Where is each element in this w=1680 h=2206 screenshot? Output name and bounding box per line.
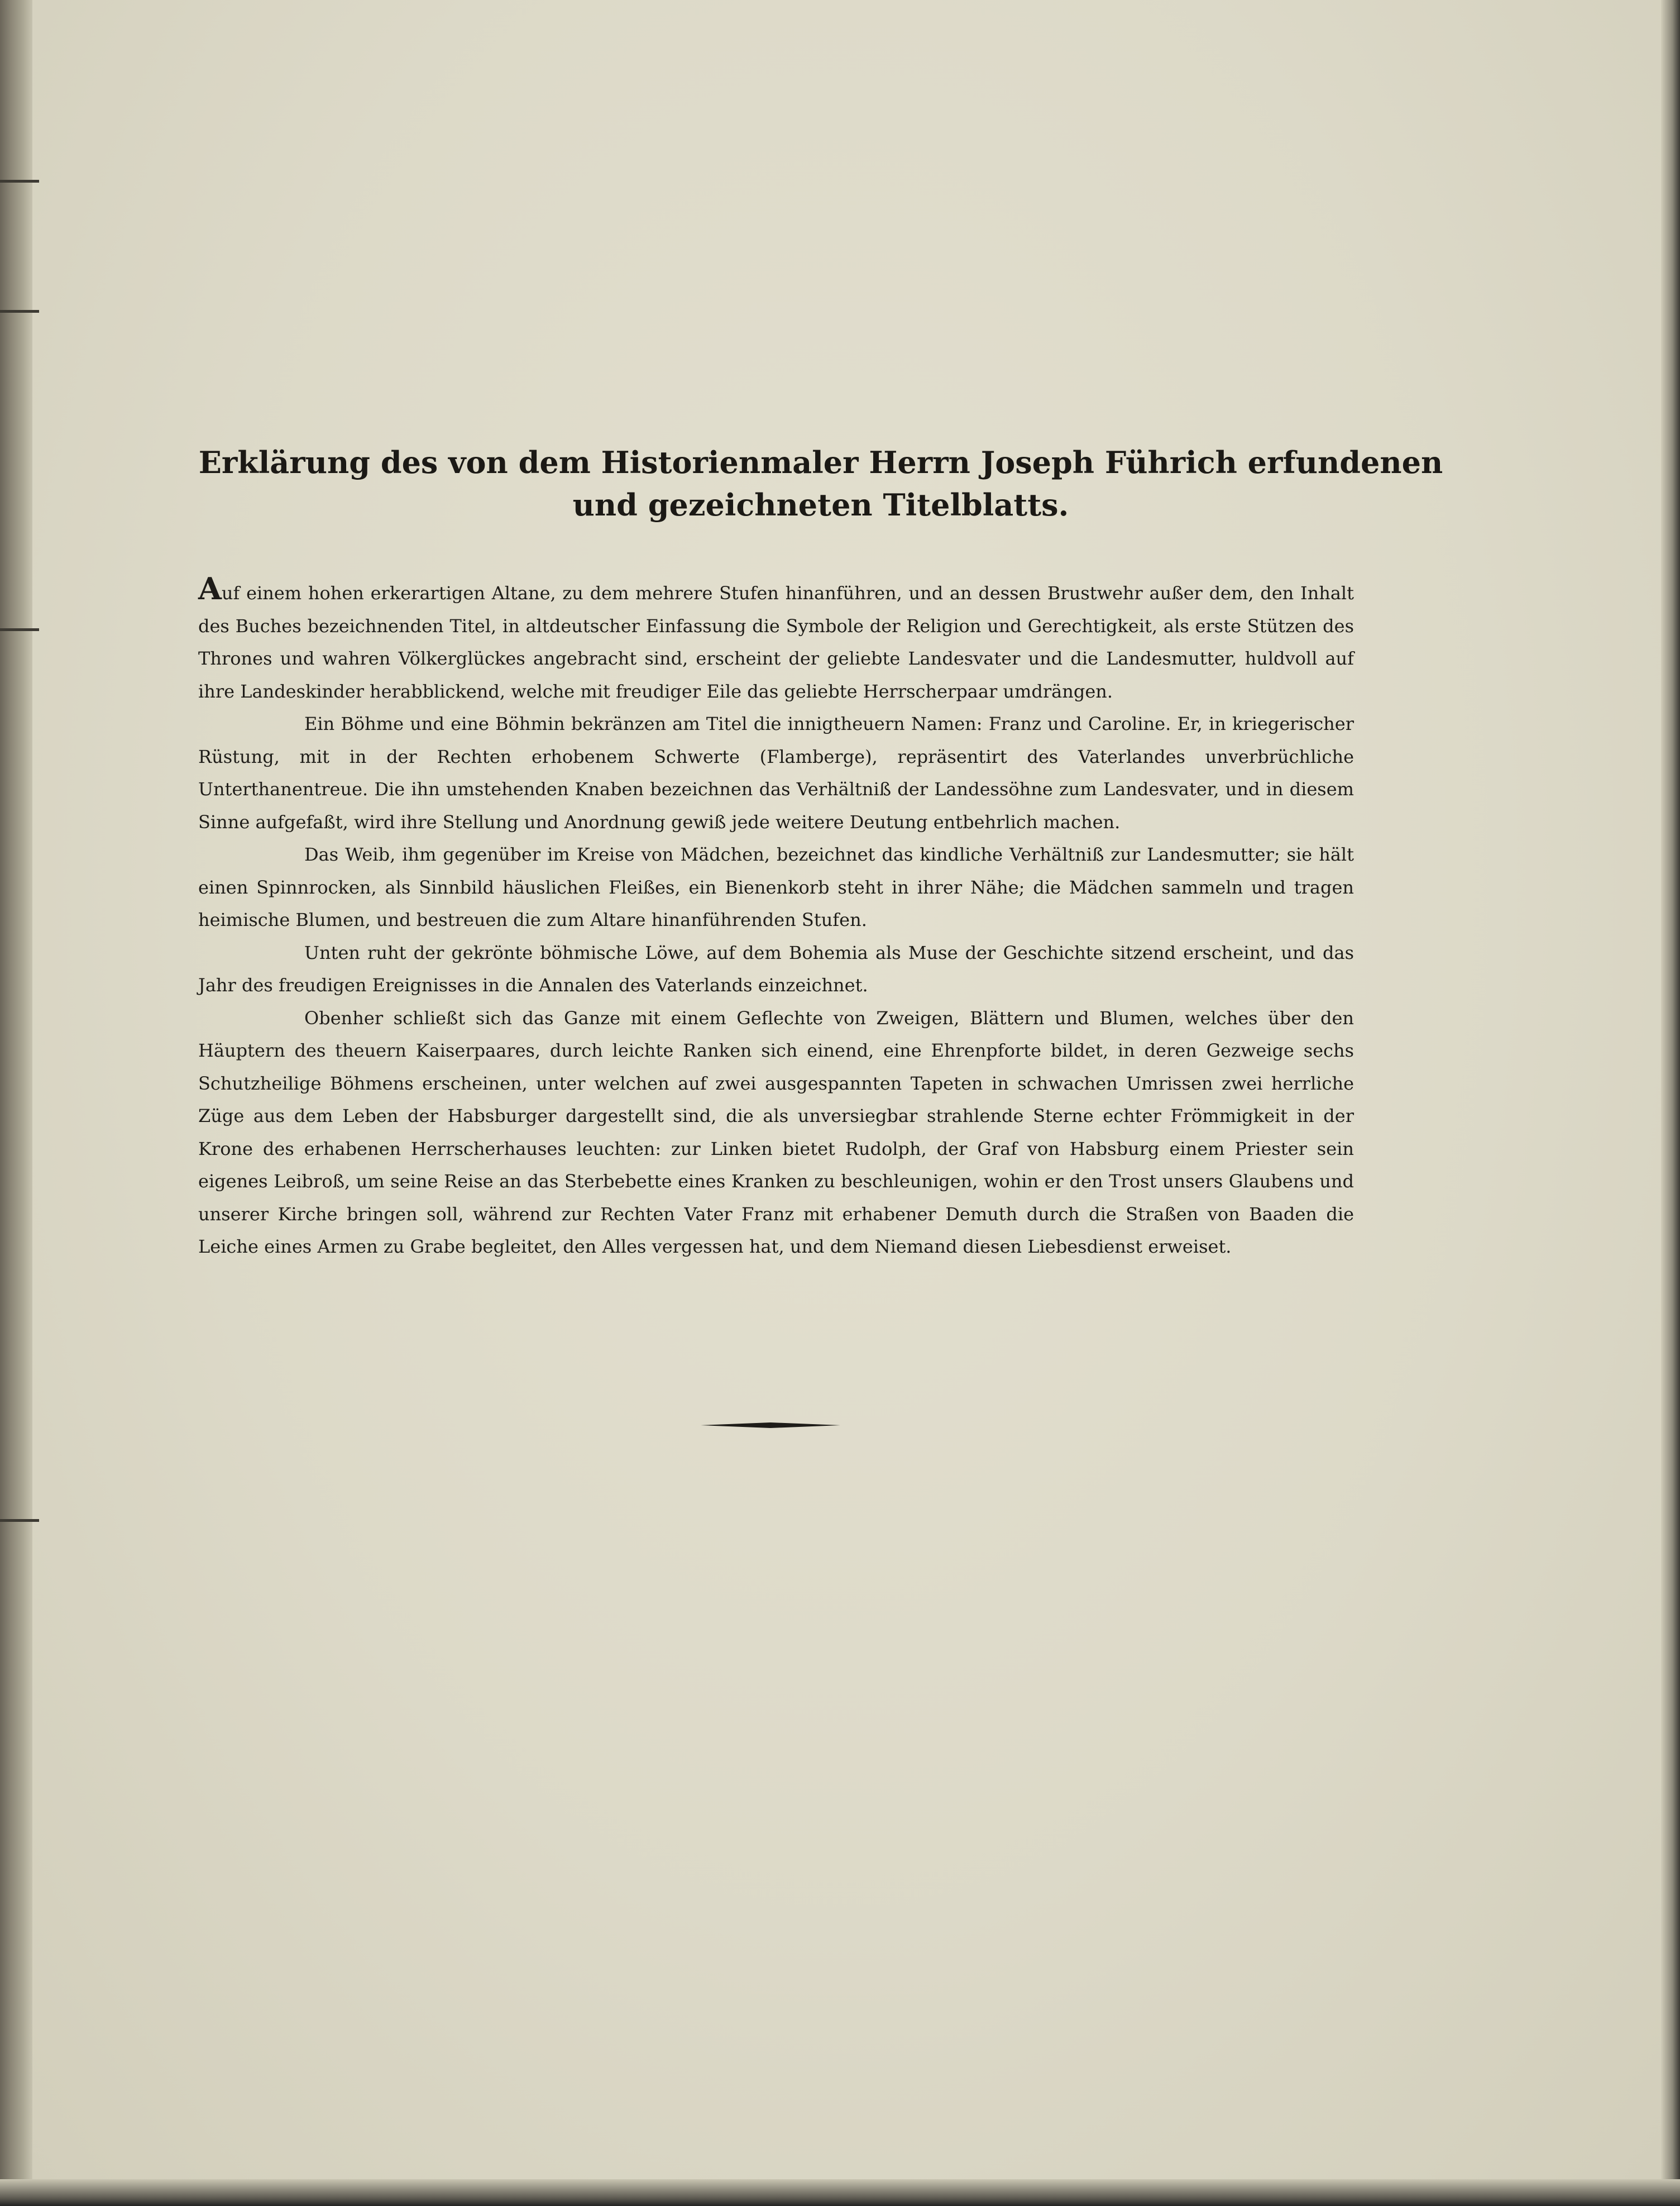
binding-stitch	[0, 628, 39, 631]
page-title: Erklärung des von dem Historienmaler Herrn Joseph Führich erfundenen und gezeichneten Titelblatts.	[198, 445, 1443, 523]
binding-stitch	[0, 1519, 39, 1522]
paragraph	[198, 572, 1354, 708]
drop-initial: A	[198, 571, 222, 607]
paragraph-text: uf einem hohen erkerartigen Altane, zu dem mehrere Stufen hinanführen, und an dessen Brustwehr außer dem, den Inhalt des Buches bezeichnenden Titel, in altdeutscher Einfassung die Symbole der Religion und Gerechtigkeit, als erste Stützen des Thrones und wahren Völkerglückes angebracht sind, erscheint der geliebte Landesvater und die Landesmutter, huldvoll auf ihre Landeskinder herabblickend, welche mit freudiger Eile das geliebte Herrscherpaar umdrängen.	[198, 582, 1354, 702]
paragraph: Das Weib, ihm gegenüber im Kreise von Mädchen, bezeichnet das kindliche Verhältniß zur Landesmutter; sie hält einen Spinnrocken, als Sinnbild häuslichen Fleißes, ein Bienenkorb steht in ihrer Nähe; die Mädchen sammeln und tragen heimische Blumen, und bestreuen die zum Altare hinanführenden Stufen.	[198, 844, 1354, 930]
ornamental-rule	[701, 1421, 840, 1429]
book-spine	[0, 0, 32, 2206]
paragraph: Unten ruht der gekrönte böhmische Löwe, auf dem Bohemia als Muse der Geschichte sitzend erscheint, und das Jahr des freudigen Ereignisses in die Annalen des Vaterlands einzeichnet.	[198, 942, 1354, 996]
paragraph: Ein Böhme und eine Böhmin bekränzen am Titel die innigtheuern Namen: Franz und Caroline. Er, in kriegerischer Rüstung, mit in der Rechten erhobenem Schwerte (Flamberge), repräsentirt des Vaterlandes unverbrüchliche Unterthanentreue. Die ihn umstehenden Knaben bezeichnen das Verhältniß der Landessöhne zum Landesvater, und in diesem Sinne aufgefaßt, wird ihre Stellung und Anordnung gewiß jede weitere Deutung entbehrlich machen.	[198, 713, 1354, 833]
page-edge-right	[1661, 0, 1680, 2206]
binding-stitch	[0, 310, 39, 313]
paragraph: Obenher schließt sich das Ganze mit einem Geflechte von Zweigen, Blättern und Blumen, welches über den Häuptern des theuern Kaiserpaares, durch leichte Ranken sich einend, eine Ehrenpforte bildet, in deren Gezweige sechs Schutzheilige Böhmens erscheinen, unter welchen auf zwei ausgespannten Tapeten in schwachen Umrissen zwei herrliche Züge aus dem Leben der Habsburger dargestellt sind, die als unversiegbar strahlende Sterne echter Frömmigkeit in der Krone des erhabenen Herrscherhauses leuchten: zur Linken bietet Rudolph, der Graf von Habsburg einem Priester sein eigenes Leibroß, um seine Reise an das Sterbebette eines Kranken zu beschleunigen, wohin er den Trost unsers Glaubens und unserer Kirche bringen soll, während zur Rechten Vater Franz mit erhabener Demuth durch die Straßen von Baaden die Leiche eines Armen zu Grabe begleitet, den Alles vergessen hat, und dem Niemand diesen Liebesdienst erweiset.	[198, 1007, 1354, 1257]
binding-stitch	[0, 180, 39, 183]
page-edge-bottom	[0, 2179, 1680, 2206]
body-text	[198, 572, 1354, 1263]
